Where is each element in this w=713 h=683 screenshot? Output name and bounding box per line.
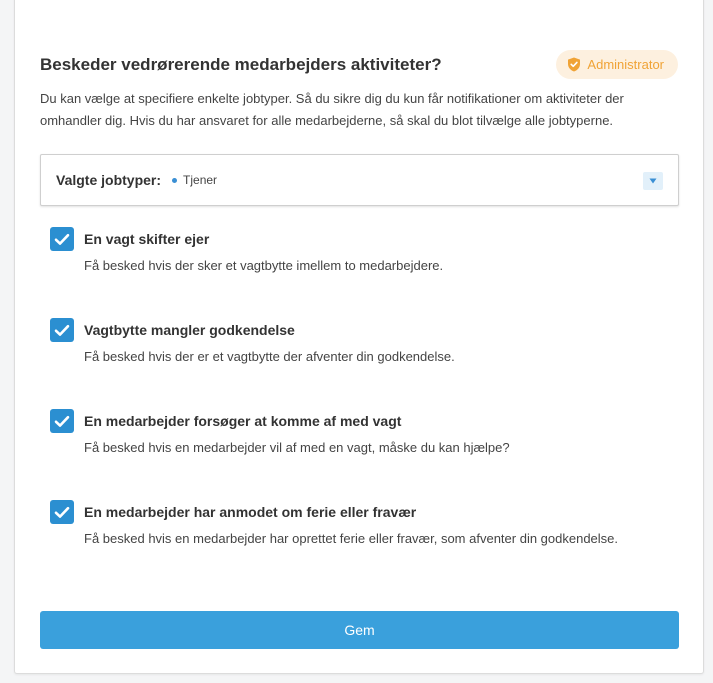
option-description: Få besked hvis der sker et vagtbytte imellem to medarbejdere.	[84, 258, 444, 273]
administrator-badge	[556, 50, 678, 79]
section-title: Beskeder vedrørerende medarbejders aktiviteter?	[40, 55, 442, 74]
checkmark-icon	[54, 233, 70, 246]
checkmark-icon	[54, 324, 70, 337]
option-description: Få besked hvis en medarbejder vil af med en vagt, måske du kan hjælpe?	[84, 440, 510, 455]
jobtype-select[interactable]	[40, 154, 679, 206]
option-checkbox[interactable]	[50, 227, 74, 251]
bullet-dot-icon	[172, 178, 177, 183]
save-button[interactable]: Gem	[40, 611, 679, 649]
option-title: En medarbejder forsøger at komme af med vagt	[84, 413, 402, 429]
checkmark-icon	[54, 415, 70, 428]
badge-label: Administrator	[587, 57, 664, 72]
option-description: Få besked hvis en medarbejder har oprettet ferie eller fravær, som afventer din godkendelse.	[84, 531, 619, 546]
option-title: En medarbejder har anmodet om ferie eller fravær	[84, 504, 417, 520]
dropdown-toggle[interactable]	[643, 172, 663, 190]
option-title: Vagtbytte mangler godkendelse	[84, 322, 295, 338]
shield-check-icon	[567, 57, 581, 72]
option-description: Få besked hvis der er et vagtbytte der afventer din godkendelse.	[84, 349, 455, 364]
selected-jobtype-chip[interactable]	[172, 173, 217, 187]
caret-down-icon	[649, 178, 657, 184]
notification-settings-card	[14, 0, 704, 674]
option-checkbox[interactable]	[50, 409, 74, 433]
section-description: Du kan vælge at specifiere enkelte jobtyper. Så du sikre dig du kun får notifikationer om aktiviteter der omhandler dig. Hvis du har ansvaret for alle medarbejderne, så skal du blot tilvælge alle jobtyperne.	[40, 91, 624, 128]
selected-jobtype-label: Tjener	[183, 173, 218, 187]
option-title: En vagt skifter ejer	[84, 231, 210, 247]
jobtype-select-label: Valgte jobtyper:	[56, 172, 162, 188]
option-checkbox[interactable]	[50, 500, 74, 524]
checkmark-icon	[54, 506, 70, 519]
option-checkbox[interactable]	[50, 318, 74, 342]
